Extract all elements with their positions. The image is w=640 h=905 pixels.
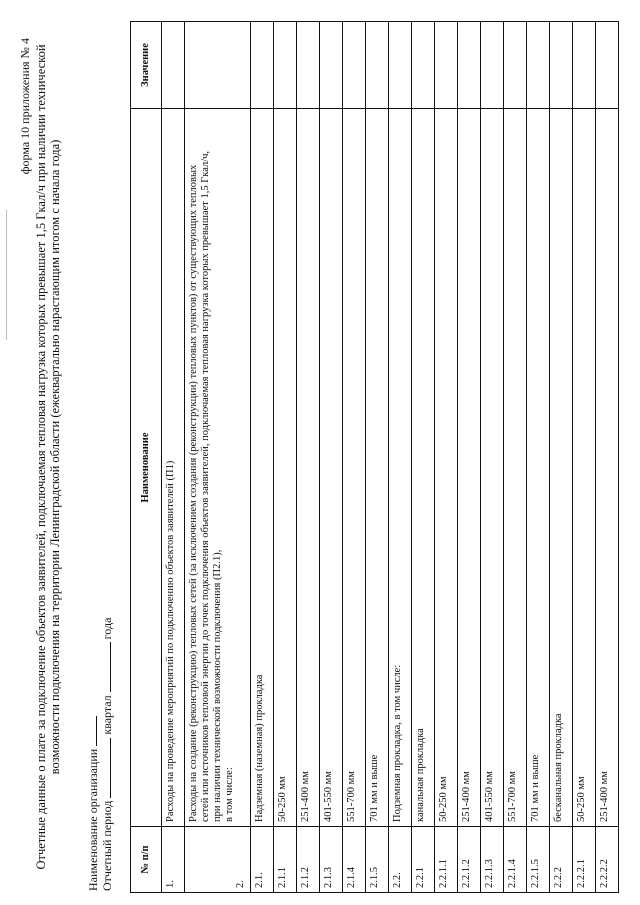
row-value	[320, 22, 343, 109]
row-num: 2.2.1.5	[527, 827, 550, 893]
row-name: 50-250 мм	[274, 109, 297, 827]
row-name-line: сетей или источников тепловой энергии до точек подключения объектов заявителей, подключаемая тепловая нагрузка которых превышает 1,5 Гкал/ч,	[200, 150, 211, 822]
row-num: 2.1.3	[320, 827, 343, 893]
row-name: канальная прокладка	[412, 109, 435, 827]
row-name: 251-400 мм	[596, 109, 619, 827]
top-rule	[6, 210, 7, 340]
row-num: 2.2.1.1	[435, 827, 458, 893]
table-row	[573, 22, 596, 893]
form-reference: форма 10 приложения № 4	[18, 38, 32, 175]
table-row	[504, 22, 527, 893]
row-value	[596, 22, 619, 109]
row-value	[366, 22, 389, 109]
table-row	[458, 22, 481, 893]
row-name: 251-400 мм	[458, 109, 481, 827]
row-value	[458, 22, 481, 109]
row-name: 401-550 мм	[320, 109, 343, 827]
row-num: 2.2.1	[412, 827, 435, 893]
row-value	[297, 22, 320, 109]
row-name: Расходы на проведение мероприятий по подключению объектов заявителей (П1)	[162, 109, 185, 827]
row-name	[185, 109, 251, 827]
row-value	[251, 22, 274, 109]
document-title	[34, 37, 62, 877]
row-value	[550, 22, 573, 109]
table-row	[481, 22, 504, 893]
table-row	[162, 22, 185, 893]
table-row	[527, 22, 550, 893]
table-row	[550, 22, 573, 893]
row-value	[527, 22, 550, 109]
row-name-line: Расходы на создание (реконструкцию) тепловых сетей (за исключением создания (реконструкции) тепловых пунктов) от существующих тепловых	[188, 164, 199, 822]
row-name-line: в том числе:	[224, 767, 235, 822]
table-row	[185, 22, 251, 893]
row-name-line: при наличии технической возможности подключения (П2.1),	[212, 549, 223, 822]
row-num: 2.2.	[389, 827, 412, 893]
table-row	[297, 22, 320, 893]
row-name: 701 мм и выше	[527, 109, 550, 827]
table-row	[274, 22, 297, 893]
row-value	[481, 22, 504, 109]
row-value	[412, 22, 435, 109]
row-value	[435, 22, 458, 109]
row-num: 2.	[185, 827, 251, 893]
row-value	[573, 22, 596, 109]
row-num: 2.2.2.1	[573, 827, 596, 893]
row-num: 2.2.1.3	[481, 827, 504, 893]
row-num: 2.2.2	[550, 827, 573, 893]
row-value	[185, 22, 251, 109]
row-value	[162, 22, 185, 109]
row-value	[389, 22, 412, 109]
row-name: бесканальная прокладка	[550, 109, 573, 827]
row-value	[504, 22, 527, 109]
table-row	[251, 22, 274, 893]
row-num: 2.1.	[251, 827, 274, 893]
row-name: Подземная прокладка, в том числе:	[389, 109, 412, 827]
title-line-2: возможности подключения на территории Ленинградской области (ежеквартально нарастающим итогом с начала года)	[48, 139, 62, 775]
row-name: 251-400 мм	[297, 109, 320, 827]
row-name: Надземная (наземная) прокладка	[251, 109, 274, 827]
title-line-1: Отчетные данные о плате за подключение объектов заявителей, подключаемая тепловая нагрузка которых превышает 1,5 Гкал/ч при наличии технической	[34, 44, 48, 870]
row-name: 551-700 мм	[504, 109, 527, 827]
organization-line	[86, 716, 101, 891]
row-num: 2.1.5	[366, 827, 389, 893]
report-table	[130, 21, 619, 893]
period-label: Отчетный период	[100, 800, 114, 891]
row-name: 50-250 мм	[435, 109, 458, 827]
row-name: 701 мм и выше	[366, 109, 389, 827]
header-num: № п/п	[131, 827, 162, 893]
row-num: 2.1.2	[297, 827, 320, 893]
period-blank	[100, 738, 111, 798]
row-value	[274, 22, 297, 109]
row-name: 551-700 мм	[343, 109, 366, 827]
row-num: 2.1.4	[343, 827, 366, 893]
row-num: 1.	[162, 827, 185, 893]
organization-blank	[86, 716, 97, 746]
year-blank	[100, 642, 111, 692]
table-row	[389, 22, 412, 893]
header-name: Наименование	[131, 109, 162, 827]
period-line	[100, 618, 115, 891]
table-row	[435, 22, 458, 893]
table-row	[343, 22, 366, 893]
row-num: 2.1.1	[274, 827, 297, 893]
table-row	[412, 22, 435, 893]
header-value: Значение	[131, 22, 162, 109]
row-num: 2.2.1.2	[458, 827, 481, 893]
organization-label: Наименование организации	[86, 748, 100, 891]
table-row	[596, 22, 619, 893]
row-num: 2.2.2.2	[596, 827, 619, 893]
quarter-label: квартал	[100, 695, 114, 735]
table-header-row	[131, 22, 162, 893]
table-row	[320, 22, 343, 893]
table-row	[366, 22, 389, 893]
row-value	[343, 22, 366, 109]
year-label: года	[100, 617, 114, 640]
row-name: 401-550 мм	[481, 109, 504, 827]
row-name: 50-250 мм	[573, 109, 596, 827]
row-num: 2.2.1.4	[504, 827, 527, 893]
